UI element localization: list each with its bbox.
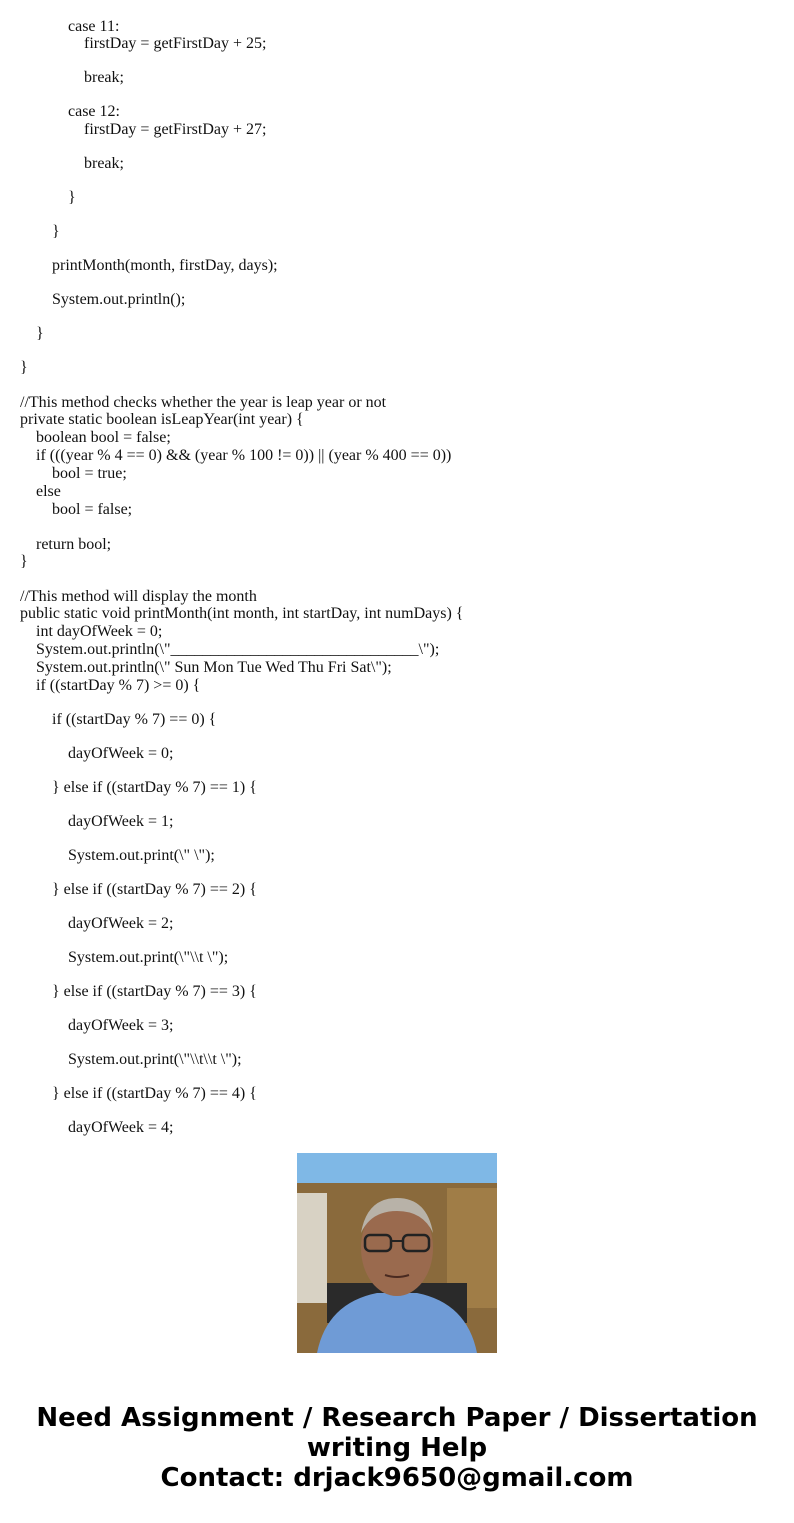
code-line: break; xyxy=(84,69,124,86)
code-line: } else if ((startDay % 7) == 2) { xyxy=(52,881,257,898)
code-line: System.out.println(); xyxy=(52,291,186,308)
author-photo xyxy=(297,1153,497,1353)
code-line: bool = true; xyxy=(52,465,127,482)
code-line: } else if ((startDay % 7) == 4) { xyxy=(52,1085,257,1102)
promo-banner xyxy=(0,1403,794,1493)
code-line: public static void printMonth(int month, int startDay, int numDays) { xyxy=(20,605,464,622)
code-line: System.out.println(\" Sun Mon Tue Wed Thu Fri Sat\"); xyxy=(36,659,392,676)
code-line: } xyxy=(36,325,44,342)
code-line: else xyxy=(36,483,61,500)
promo-contact: Contact: drjack9650@gmail.com xyxy=(160,1463,634,1493)
code-line: dayOfWeek = 2; xyxy=(68,915,174,932)
code-line: } xyxy=(20,553,28,570)
code-line: firstDay = getFirstDay + 27; xyxy=(84,121,267,138)
code-line: } else if ((startDay % 7) == 3) { xyxy=(52,983,257,1000)
code-line: printMonth(month, firstDay, days); xyxy=(52,257,278,274)
code-line: System.out.println(\"_______________________________\"); xyxy=(36,641,440,658)
code-line: System.out.print(\"\\t\\t \"); xyxy=(68,1051,242,1068)
code-line: case 12: xyxy=(68,103,120,120)
code-line: } xyxy=(20,359,28,376)
promo-line-2: writing Help xyxy=(306,1433,488,1463)
code-line: if (((year % 4 == 0) && (year % 100 != 0)) || (year % 400 == 0)) xyxy=(36,447,452,464)
code-line: firstDay = getFirstDay + 25; xyxy=(84,35,267,52)
code-line: bool = false; xyxy=(52,501,133,518)
promo-line-1: Need Assignment / Research Paper / Dissertation xyxy=(36,1403,758,1433)
code-line: //This method checks whether the year is leap year or not xyxy=(20,394,387,411)
code-line: boolean bool = false; xyxy=(36,429,171,446)
code-line: dayOfWeek = 3; xyxy=(68,1017,174,1034)
code-line: } else if ((startDay % 7) == 1) { xyxy=(52,779,257,796)
code-line: private static boolean isLeapYear(int year) { xyxy=(20,411,304,428)
code-line: case 11: xyxy=(68,18,120,35)
code-line: int dayOfWeek = 0; xyxy=(36,623,163,640)
code-line: if ((startDay % 7) >= 0) { xyxy=(36,677,201,694)
code-line: break; xyxy=(84,155,124,172)
code-line: if ((startDay % 7) == 0) { xyxy=(52,711,217,728)
code-line: System.out.print(\"\\t \"); xyxy=(68,949,229,966)
code-line: dayOfWeek = 1; xyxy=(68,813,174,830)
code-line: dayOfWeek = 4; xyxy=(68,1119,174,1136)
code-line: } xyxy=(68,189,76,206)
code-line: } xyxy=(52,223,60,240)
code-line: dayOfWeek = 0; xyxy=(68,745,174,762)
code-line: return bool; xyxy=(36,536,112,553)
code-line: //This method will display the month xyxy=(20,588,257,605)
code-line: System.out.print(\" \"); xyxy=(68,847,215,864)
